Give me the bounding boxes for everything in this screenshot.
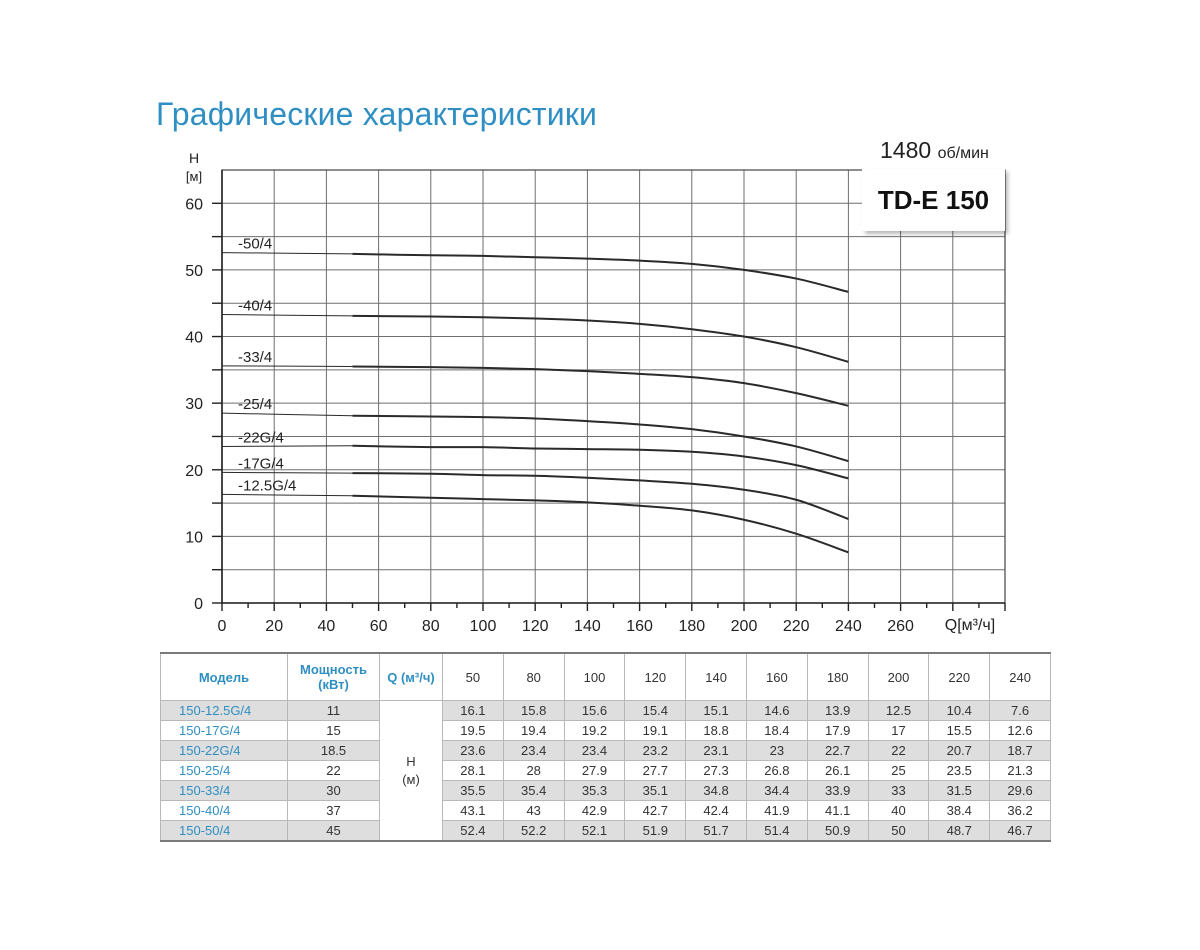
table-row [161, 821, 1051, 842]
head-value: 13.9 [807, 701, 868, 721]
performance-curve [353, 367, 849, 406]
head-value: 12.6 [990, 721, 1051, 741]
page-title: Графические характеристики [156, 96, 598, 132]
head-value: 12.5 [868, 701, 929, 721]
table-row [161, 701, 1051, 721]
head-value: 40 [868, 801, 929, 821]
row-model: 150-12.5G/4 [161, 701, 288, 721]
table-row [161, 781, 1051, 801]
plot-frame [222, 170, 1005, 603]
header-flow: 160 [746, 653, 807, 701]
y-tick-label: 10 [185, 529, 203, 547]
head-value: 41.9 [746, 801, 807, 821]
head-value: 17 [868, 721, 929, 741]
row-power: 37 [288, 801, 380, 821]
performance-table [160, 652, 1051, 842]
head-value: 52.4 [443, 821, 504, 842]
head-value: 25 [868, 761, 929, 781]
curve-label: -40/4 [238, 297, 273, 315]
head-value: 15.8 [503, 701, 564, 721]
speed-value: 1480 [880, 137, 932, 163]
head-value: 21.3 [990, 761, 1051, 781]
head-value: 38.4 [929, 801, 990, 821]
head-value: 26.1 [807, 761, 868, 781]
head-value: 19.5 [443, 721, 504, 741]
head-value: 10.4 [929, 701, 990, 721]
header-flow: 200 [868, 653, 929, 701]
table-row [161, 801, 1051, 821]
head-value: 23.2 [625, 741, 686, 761]
curve-label: -50/4 [238, 235, 273, 253]
head-value: 28.1 [443, 761, 504, 781]
head-value: 15.6 [564, 701, 625, 721]
head-value: 42.4 [686, 801, 747, 821]
curve-leader [222, 366, 353, 367]
table-row [161, 721, 1051, 741]
head-value: 23.1 [686, 741, 747, 761]
head-value: 19.2 [564, 721, 625, 741]
x-tick-label: 120 [521, 618, 549, 635]
head-value: 7.6 [990, 701, 1051, 721]
row-model: 150-33/4 [161, 781, 288, 801]
row-power: 15 [288, 721, 380, 741]
x-tick-label: 160 [626, 618, 653, 635]
header-flow: 220 [929, 653, 990, 701]
head-value: 14.6 [746, 701, 807, 721]
head-value: 17.9 [807, 721, 868, 741]
x-tick-label: 220 [782, 618, 810, 635]
curve-label: -17G/4 [238, 455, 284, 473]
head-value: 23.6 [443, 741, 504, 761]
head-value: 29.6 [990, 781, 1051, 801]
curve-leader [222, 472, 353, 473]
head-value: 35.1 [625, 781, 686, 801]
head-value: 35.4 [503, 781, 564, 801]
head-value: 51.7 [686, 821, 747, 842]
model-name-box [862, 169, 1005, 231]
head-value: 52.2 [503, 821, 564, 842]
head-value: 15.5 [929, 721, 990, 741]
performance-curve [353, 416, 849, 461]
head-value: 34.8 [686, 781, 747, 801]
header-flow: 140 [686, 653, 747, 701]
y-tick-label: 30 [185, 396, 203, 414]
head-value: 51.9 [625, 821, 686, 842]
y-tick-label: 40 [185, 329, 203, 347]
x-tick-label: 180 [678, 618, 706, 635]
head-value: 22 [868, 741, 929, 761]
head-value: 36.2 [990, 801, 1051, 821]
curve-label: -25/4 [238, 396, 273, 414]
header-q: Q (м³/ч) [380, 653, 443, 701]
head-value: 50 [868, 821, 929, 842]
performance-curve [353, 254, 849, 292]
table-row [161, 761, 1051, 781]
curve-label: -33/4 [238, 348, 273, 366]
header-flow: 80 [503, 653, 564, 701]
row-model: 150-50/4 [161, 821, 288, 842]
header-model: Модель [161, 653, 288, 701]
model-name: TD-E 150 [877, 184, 990, 215]
head-value: 52.1 [564, 821, 625, 842]
y-tick-label: 20 [185, 462, 203, 480]
curve-leader [222, 253, 353, 254]
head-value: 50.9 [807, 821, 868, 842]
row-model: 150-17G/4 [161, 721, 288, 741]
head-value: 23.5 [929, 761, 990, 781]
y-axis-label: H [188, 150, 200, 166]
x-tick-label: 240 [835, 618, 862, 635]
row-power: 45 [288, 821, 380, 842]
row-model: 150-25/4 [161, 761, 288, 781]
x-tick-label: 0 [217, 618, 227, 635]
head-value: 31.5 [929, 781, 990, 801]
table-row [161, 741, 1051, 761]
head-value: 27.3 [686, 761, 747, 781]
x-tick-label: 40 [317, 618, 336, 635]
head-value: 35.5 [443, 781, 504, 801]
head-value: 22.7 [807, 741, 868, 761]
x-tick-label: 260 [887, 618, 914, 635]
row-model: 150-22G/4 [161, 741, 288, 761]
curve-label: -12.5G/4 [238, 477, 297, 495]
head-value: 23.4 [503, 741, 564, 761]
head-value: 23.4 [564, 741, 625, 761]
head-value: 34.4 [746, 781, 807, 801]
head-value: 42.9 [564, 801, 625, 821]
x-tick-label: 140 [574, 618, 601, 635]
head-value: 18.4 [746, 721, 807, 741]
performance-curve [353, 473, 849, 519]
head-value: 16.1 [443, 701, 504, 721]
head-value: 35.3 [564, 781, 625, 801]
head-value: 20.7 [929, 741, 990, 761]
head-value: 19.4 [503, 721, 564, 741]
row-power: 22 [288, 761, 380, 781]
head-value: 23 [746, 741, 807, 761]
performance-curve [353, 496, 849, 553]
curve-label: -22G/4 [238, 429, 284, 447]
head-value: 27.7 [625, 761, 686, 781]
head-value: 26.8 [746, 761, 807, 781]
head-value: 18.8 [686, 721, 747, 741]
x-tick-label: 60 [369, 618, 388, 635]
header-flow: 100 [564, 653, 625, 701]
x-tick-label: 20 [265, 618, 284, 635]
head-value: 48.7 [929, 821, 990, 842]
x-tick-label: 80 [421, 618, 440, 635]
y-tick-label: 0 [194, 596, 203, 613]
head-value: 15.4 [625, 701, 686, 721]
head-value: 19.1 [625, 721, 686, 741]
head-value: 33 [868, 781, 929, 801]
row-model: 150-40/4 [161, 801, 288, 821]
row-power: 30 [288, 781, 380, 801]
head-value: 43 [503, 801, 564, 821]
head-value: 28 [503, 761, 564, 781]
head-value: 33.9 [807, 781, 868, 801]
x-tick-label: 100 [469, 618, 497, 635]
header-flow: 240 [990, 653, 1051, 701]
x-axis-label: Q[м³/ч] [944, 617, 996, 634]
curve-leader [222, 494, 353, 495]
speed-unit: об/мин [937, 145, 989, 162]
header-flow: 120 [625, 653, 686, 701]
head-value: 18.7 [990, 741, 1051, 761]
h-unit-label: H (м) [380, 701, 443, 842]
head-value: 43.1 [443, 801, 504, 821]
head-value: 42.7 [625, 801, 686, 821]
row-power: 18.5 [288, 741, 380, 761]
y-tick-label: 50 [185, 262, 203, 280]
head-value: 15.1 [686, 701, 747, 721]
y-tick-label: 60 [185, 196, 203, 214]
curve-leader [222, 413, 353, 416]
header-flow: 50 [443, 653, 504, 701]
y-axis-unit: [м] [185, 169, 203, 184]
performance-curve [353, 316, 849, 362]
head-value: 51.4 [746, 821, 807, 842]
curve-leader [222, 315, 353, 316]
head-value: 27.9 [564, 761, 625, 781]
row-power: 11 [288, 701, 380, 721]
x-tick-label: 200 [730, 618, 758, 635]
table-header-row [161, 653, 1051, 701]
head-value: 46.7 [990, 821, 1051, 842]
header-flow: 180 [807, 653, 868, 701]
header-power: Мощность (кВт) [288, 653, 380, 701]
head-value: 41.1 [807, 801, 868, 821]
